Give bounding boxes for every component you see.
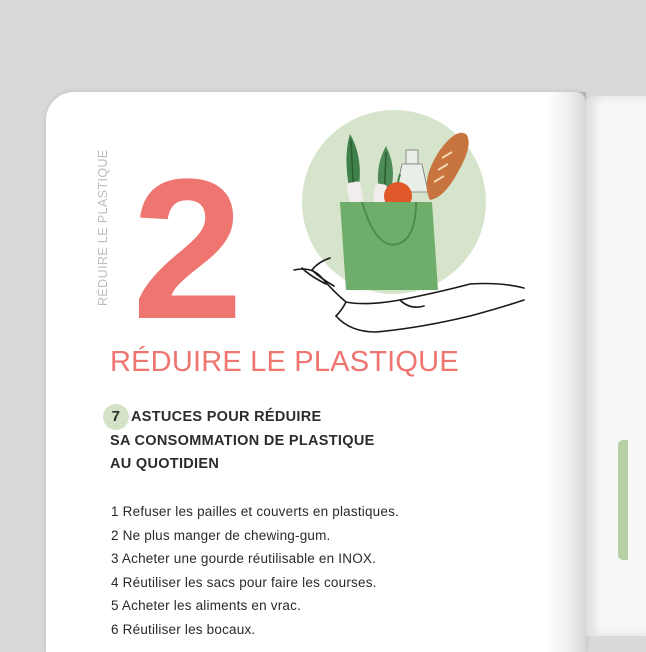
list-item: 3 Acheter une gourde réutilisable en INOX.: [111, 551, 377, 566]
list-item: 2 Ne plus manger de chewing-gum.: [111, 527, 331, 543]
grocery-bag-illustration: [290, 120, 530, 350]
chapter-title: RÉDUIRE LE PLASTIQUE: [110, 346, 459, 378]
list-item: 4 Réutiliser les sacs pour faire les courses.: [111, 574, 377, 590]
next-page: [586, 96, 646, 636]
grocery-bag-icon: [340, 202, 438, 290]
list-item: 6 Réutiliser les bocaux.: [111, 621, 256, 637]
side-chapter-label: RÉDUIRE LE PLASTIQUE: [96, 149, 110, 306]
subtitle-line-2: SA CONSOMMATION DE PLASTIQUE: [110, 433, 375, 449]
subtitle-line-1: ASTUCES POUR RÉDUIRE: [131, 409, 322, 425]
subtitle-line-3: AU QUOTIDIEN: [110, 456, 220, 472]
tip-count-badge: 7: [103, 404, 129, 430]
list-item: 1 Refuser les pailles et couverts en plastiques.: [111, 504, 399, 519]
section-subtitle: [110, 404, 375, 476]
list-item: 5 Acheter les aliments en vrac.: [111, 598, 302, 613]
next-page-illustration-edge: [618, 440, 628, 560]
chapter-number: 2: [132, 138, 244, 361]
tips-list: [111, 500, 399, 641]
